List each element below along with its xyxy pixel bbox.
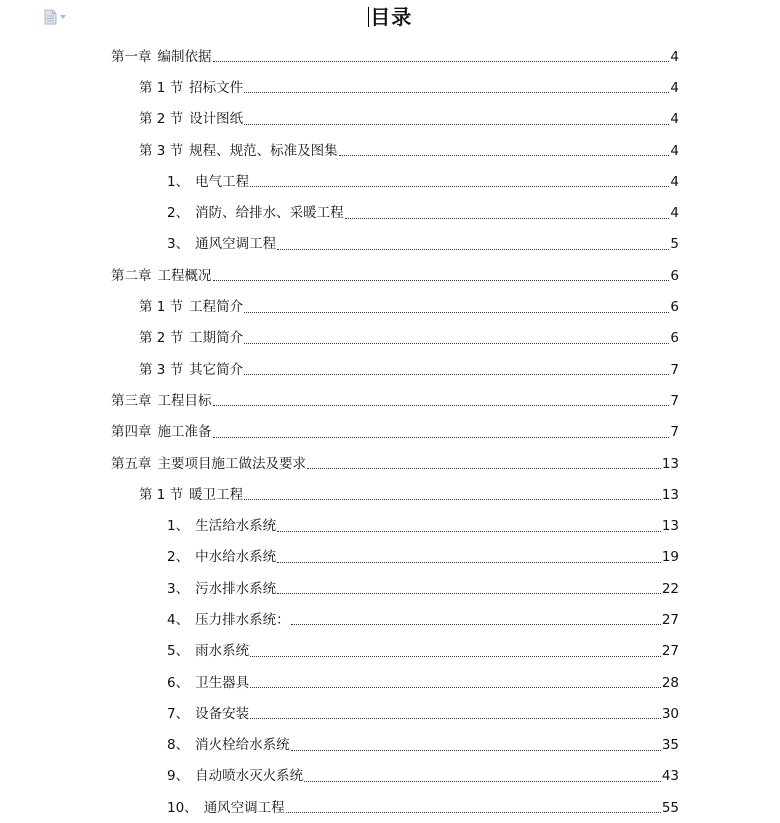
- toc-entry-label: [167, 674, 249, 692]
- toc-entry-number: 第 1 节: [139, 79, 184, 96]
- toc-entry-text: 工程简介: [189, 299, 244, 316]
- toc-entry-number: 1、: [167, 518, 190, 535]
- toc-entry-label: [167, 173, 249, 191]
- toc-dot-leader: [277, 249, 669, 250]
- toc-entry-label: [167, 204, 344, 222]
- toc-entry-number: 3、: [167, 236, 190, 253]
- toc-entry[interactable]: [111, 354, 679, 385]
- toc-entry-text: 工期简介: [189, 330, 244, 347]
- table-of-contents: [111, 41, 679, 823]
- toc-entry[interactable]: [111, 792, 679, 823]
- toc-entry-number: 第 1 节: [139, 299, 184, 316]
- toc-entry-label: [111, 423, 212, 441]
- toc-entry[interactable]: [111, 135, 679, 166]
- toc-entry-number: 2、: [167, 549, 190, 566]
- toc-entry-label: [167, 799, 285, 817]
- toc-page-number: 22: [661, 580, 679, 597]
- toc-dot-leader: [213, 405, 670, 406]
- toc-dot-leader: [304, 781, 661, 782]
- toc-entry[interactable]: [111, 197, 679, 228]
- toc-dot-leader: [250, 687, 661, 688]
- toc-entry-text: 设计图纸: [189, 111, 244, 128]
- toc-entry-number: 3、: [167, 580, 190, 597]
- toc-page-number: 30: [661, 705, 679, 722]
- toc-entry[interactable]: [111, 41, 679, 72]
- toc-dot-leader: [339, 155, 670, 156]
- toc-entry-text: 设备安装: [195, 705, 250, 722]
- toc-entry[interactable]: [111, 260, 679, 291]
- toc-page-number: 4: [670, 142, 679, 159]
- toc-entry[interactable]: [111, 730, 679, 761]
- toc-page-number: 19: [661, 549, 679, 566]
- toc-entry-label: [111, 267, 212, 285]
- toc-entry-number: 第四章: [111, 424, 152, 441]
- toc-entry-number: 10、: [167, 799, 198, 816]
- toc-entry-text: 卫生器具: [195, 674, 250, 691]
- toc-entry[interactable]: [111, 573, 679, 604]
- toc-entry-text: 编制依据: [157, 48, 212, 65]
- toc-entry-number: 第 3 节: [139, 142, 184, 159]
- toc-dot-leader: [213, 61, 670, 62]
- toc-dot-leader: [250, 656, 661, 657]
- toc-dot-leader: [307, 468, 661, 469]
- toc-entry[interactable]: [111, 323, 679, 354]
- toc-entry-text: 暖卫工程: [189, 486, 244, 503]
- toc-page-number: 13: [661, 455, 679, 472]
- toc-page-number: 43: [661, 768, 679, 785]
- toc-entry[interactable]: [111, 604, 679, 635]
- toc-dot-leader: [277, 531, 661, 532]
- toc-entry-label: [167, 235, 276, 253]
- toc-page-number: 6: [670, 267, 679, 284]
- toc-dot-leader: [244, 343, 669, 344]
- toc-entry-label: [139, 298, 243, 316]
- toc-dot-leader: [213, 280, 670, 281]
- toc-dot-leader: [277, 593, 661, 594]
- toc-entry-number: 9、: [167, 768, 190, 785]
- toc-page-number: 4: [670, 48, 679, 65]
- toc-entry[interactable]: [111, 166, 679, 197]
- toc-dot-leader: [244, 92, 669, 93]
- toc-entry-text: 生活给水系统: [195, 518, 277, 535]
- toc-page-number: 4: [670, 111, 679, 128]
- toc-entry-label: [139, 142, 338, 160]
- toc-entry-number: 第 1 节: [139, 486, 184, 503]
- toc-entry-label: [167, 705, 249, 723]
- toc-entry[interactable]: [111, 291, 679, 322]
- toc-entry[interactable]: [111, 417, 679, 448]
- toc-entry-number: 第一章: [111, 48, 152, 65]
- toc-entry[interactable]: [111, 667, 679, 698]
- toc-entry-label: [111, 48, 212, 66]
- toc-entry-label: [139, 110, 243, 128]
- toc-entry[interactable]: [111, 448, 679, 479]
- toc-entry[interactable]: [111, 510, 679, 541]
- toc-entry-label: [167, 611, 290, 629]
- toc-entry-text: 工程概况: [157, 267, 212, 284]
- toc-entry-text: 其它简介: [189, 361, 244, 378]
- toc-page-number: 55: [661, 799, 679, 816]
- toc-entry-number: 7、: [167, 705, 190, 722]
- toc-dot-leader: [291, 624, 661, 625]
- toc-entry-label: [139, 79, 243, 97]
- toc-entry[interactable]: [111, 542, 679, 573]
- toc-dot-leader: [277, 562, 661, 563]
- toc-entry-text: 消火栓给水系统: [195, 737, 290, 754]
- toc-entry-text: 雨水系统: [195, 643, 250, 660]
- toc-entry-text: 压力排水系统：: [195, 611, 290, 628]
- toc-entry[interactable]: [111, 72, 679, 103]
- toc-page-number: 6: [670, 299, 679, 316]
- toc-entry-text: 通风空调工程: [203, 799, 285, 816]
- toc-page-number: 27: [661, 611, 679, 628]
- toc-page-number: 35: [661, 737, 679, 754]
- toc-dot-leader: [291, 750, 661, 751]
- toc-entry-text: 工程目标: [157, 392, 212, 409]
- toc-page-number: 7: [670, 424, 679, 441]
- toc-entry-number: 6、: [167, 674, 190, 691]
- toc-entry-number: 5、: [167, 643, 190, 660]
- toc-entry[interactable]: [111, 761, 679, 792]
- toc-entry-label: [167, 580, 276, 598]
- toc-entry-number: 2、: [167, 205, 190, 222]
- toc-dot-leader: [250, 718, 661, 719]
- toc-entry[interactable]: [111, 636, 679, 667]
- toc-page-number: 4: [670, 173, 679, 190]
- toc-entry-text: 招标文件: [189, 79, 244, 96]
- toc-page-number: 13: [661, 518, 679, 535]
- toc-entry-text: 电气工程: [195, 173, 250, 190]
- toc-page-number: 7: [670, 392, 679, 409]
- toc-entry-number: 第 3 节: [139, 361, 184, 378]
- toc-entry-number: 第五章: [111, 455, 152, 472]
- toc-page-number: 27: [661, 643, 679, 660]
- toc-page-number: 7: [670, 361, 679, 378]
- toc-entry-label: [139, 361, 243, 379]
- toc-heading: [0, 3, 780, 31]
- toc-entry[interactable]: [111, 229, 679, 260]
- toc-entry-number: 第三章: [111, 392, 152, 409]
- toc-entry-label: [167, 517, 276, 535]
- toc-entry-text: 中水给水系统: [195, 549, 277, 566]
- toc-entry-text: 自动喷水灭火系统: [195, 768, 304, 785]
- toc-entry[interactable]: [111, 479, 679, 510]
- toc-dot-leader: [244, 374, 669, 375]
- toc-page-number: 13: [661, 486, 679, 503]
- toc-entry-number: 第 2 节: [139, 330, 184, 347]
- toc-entry-text: 规程、规范、标准及图集: [189, 142, 338, 159]
- toc-dot-leader: [244, 312, 669, 313]
- toc-entry[interactable]: [111, 385, 679, 416]
- toc-entry-number: 第 2 节: [139, 111, 184, 128]
- toc-entry-number: 1、: [167, 173, 190, 190]
- toc-dot-leader: [244, 499, 661, 500]
- toc-entry[interactable]: [111, 698, 679, 729]
- toc-dot-leader: [213, 437, 670, 438]
- toc-entry[interactable]: [111, 104, 679, 135]
- toc-entry-label: [139, 486, 243, 504]
- toc-page-number: 28: [661, 674, 679, 691]
- toc-entry-label: [167, 548, 276, 566]
- toc-page-number: 5: [670, 236, 679, 253]
- toc-entry-number: 第二章: [111, 267, 152, 284]
- toc-page-number: 4: [670, 79, 679, 96]
- toc-entry-label: [139, 329, 243, 347]
- toc-dot-leader: [250, 186, 669, 187]
- toc-entry-text: 通风空调工程: [195, 236, 277, 253]
- page-title: 目录: [370, 5, 413, 29]
- toc-entry-text: 消防、给排水、采暖工程: [195, 205, 344, 222]
- toc-page-number: 6: [670, 330, 679, 347]
- toc-page-number: 4: [670, 205, 679, 222]
- toc-entry-label: [167, 642, 249, 660]
- toc-dot-leader: [286, 812, 661, 813]
- toc-entry-label: [167, 736, 290, 754]
- toc-entry-label: [111, 455, 306, 473]
- toc-entry-label: [111, 392, 212, 410]
- toc-entry-text: 施工准备: [157, 424, 212, 441]
- toc-entry-text: 主要项目施工做法及要求: [157, 455, 306, 472]
- toc-entry-label: [167, 767, 303, 785]
- toc-dot-leader: [345, 218, 670, 219]
- toc-dot-leader: [244, 124, 669, 125]
- toc-entry-number: 8、: [167, 737, 190, 754]
- toc-entry-text: 污水排水系统: [195, 580, 277, 597]
- toc-entry-number: 4、: [167, 611, 190, 628]
